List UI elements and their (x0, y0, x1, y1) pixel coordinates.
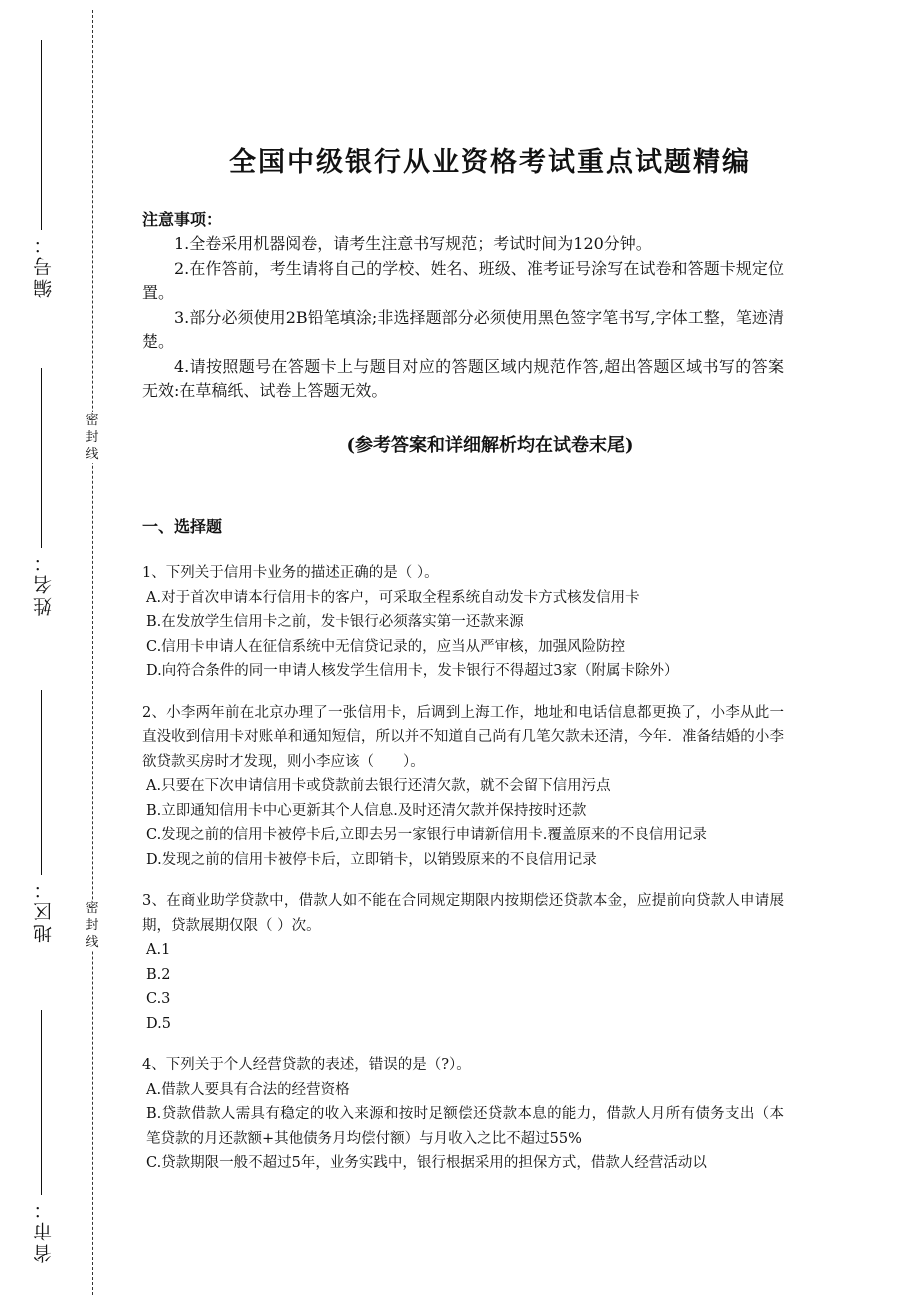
page-title: 全国中级银行从业资格考试重点试题精编 (229, 147, 751, 178)
notice-item: 3.部分必须使用2B铅笔填涂;非选择题部分必须使用黑色签字笔书写,字体工整，笔迹清楚。 (142, 307, 784, 351)
option: D.5 (146, 1015, 171, 1032)
question-list (142, 561, 784, 1193)
option: C.信用卡申请人在征信系统中无信贷记录的，应当从严审核，加强风险防控 (146, 638, 626, 655)
field-underline (41, 1010, 42, 1195)
option: C.贷款期限一般不超过5年，业务实践中，银行根据采用的担保方式，借款人经营活动以 (146, 1155, 707, 1171)
question-stem: 4、下列关于个人经营贷款的表述，错误的是（?）。 (142, 1057, 471, 1073)
notice-item: 1.全卷采用机器阅卷，请考生注意书写规范；考试时间为120分钟。 (174, 234, 652, 253)
field-label: 编号： (33, 232, 55, 298)
field-label: 姓名： (33, 550, 55, 616)
option: B.2 (146, 966, 171, 983)
option: A.对于首次申请本行信用卡的客户，可采取全程系统自动发卡方式核发信用卡 (146, 589, 640, 606)
seal-label: 密封线 (82, 900, 102, 951)
option: A.1 (146, 942, 171, 958)
field-region[interactable] (8, 690, 64, 945)
field-underline (41, 690, 42, 875)
field-label: 地区： (33, 877, 55, 943)
notice-list (142, 232, 784, 404)
seal-label: 密封线 (82, 412, 102, 463)
notice-item: 4.请按照题号在答题卡上与题目对应的答题区域内规范作答,超出答题区域书写的答案无效:在草稿纸、试卷上答题无效。 (142, 356, 784, 400)
section-title: 一、选择题 (142, 517, 223, 536)
option: B.立即通知信用卡中心更新其个人信息.及时还清欠款并保持按时还款 (146, 802, 587, 819)
question (142, 561, 784, 684)
question (142, 1053, 784, 1176)
option: B.在发放学生信用卡之前，发卡银行必须落实第一还款来源 (146, 614, 524, 630)
option: D.发现之前的信用卡被停卡后，立即销卡，以销毁原来的不良信用记录 (146, 851, 597, 868)
seal-dashed-line (92, 10, 93, 1295)
question (142, 889, 784, 1036)
option: A.只要在下次申请信用卡或贷款前去银行还清欠款，就不会留下信用污点 (146, 778, 611, 794)
field-province-city[interactable] (8, 1010, 64, 1265)
field-underline (41, 40, 42, 230)
field-underline (41, 368, 42, 548)
answer-note: (参考答案和详细解析均在试卷末尾) (346, 435, 634, 456)
option: A.借款人要具有合法的经营资格 (146, 1081, 350, 1098)
question-stem: 3、在商业助学贷款中，借款人如不能在合同规定期限内按期偿还贷款本金，应提前向贷款人申请展期，贷款展期仅限（ ）次。 (142, 893, 784, 934)
question (142, 701, 784, 873)
option: C.发现之前的信用卡被停卡后,立即去另一家银行申请新信用卡.覆盖原来的不良信用记录 (146, 827, 707, 843)
option: C.3 (146, 991, 171, 1007)
question-stem: 2、小李两年前在北京办理了一张信用卡，后调到上海工作，地址和电话信息都更换了，小李从此一直没收到信用卡对账单和通知短信，所以并不知道自己尚有几笔欠款未还清，今年．准备结婚的小李欲贷款买房时才发现，则小李应该（ ）。 (142, 704, 784, 770)
field-label: 省市： (33, 1197, 55, 1263)
option: B.贷款借款人需具有稳定的收入来源和按时足额偿还贷款本息的能力，借款人月所有债务支出（本笔贷款的月还款额+其他债务月均偿付额）与月收入之比不超过55% (146, 1106, 784, 1147)
question-stem: 1、下列关于信用卡业务的描述正确的是（ ）。 (142, 565, 439, 581)
notice-item: 2.在作答前，考生请将自己的学校、姓名、班级、准考证号涂写在试卷和答题卡规定位置。 (142, 258, 784, 302)
field-serial-number[interactable] (8, 40, 64, 302)
option: D.向符合条件的同一申请人核发学生信用卡，发卡银行不得超过3家（附属卡除外） (146, 663, 679, 679)
field-name[interactable] (8, 368, 64, 618)
notice-heading: 注意事项： (142, 210, 223, 229)
